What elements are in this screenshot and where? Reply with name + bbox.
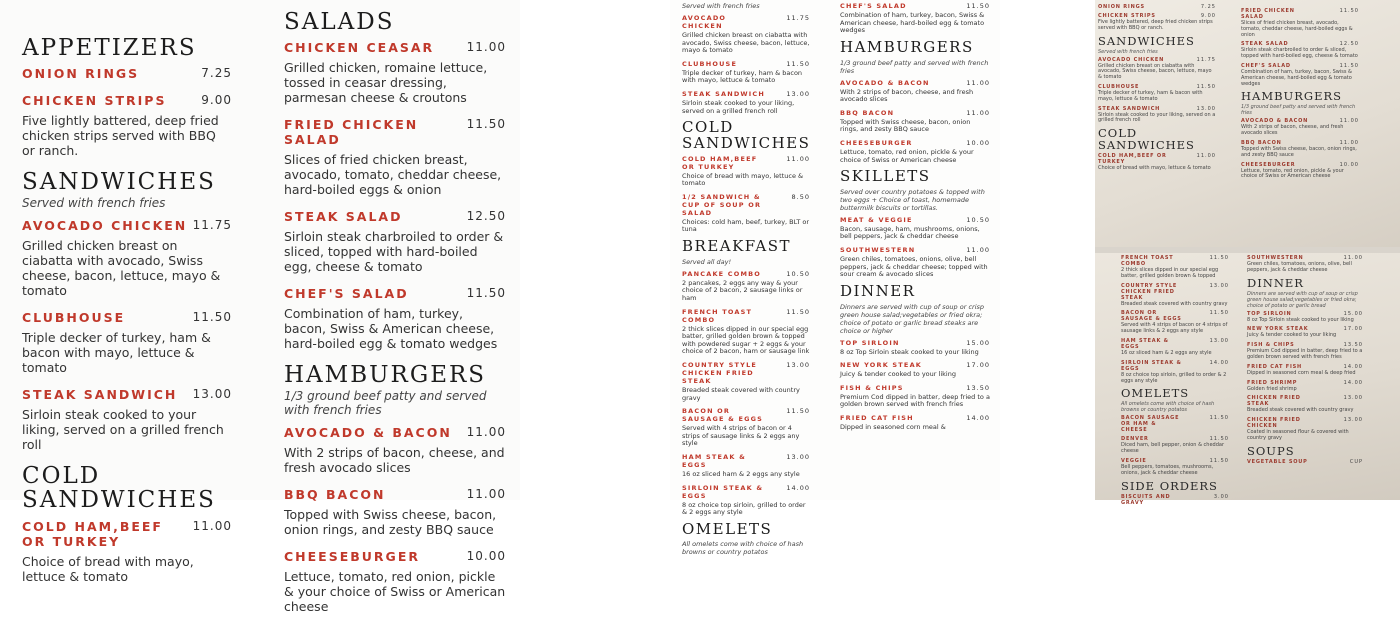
section-subtitle: All omelets come with choice of hash browns or country potatos bbox=[682, 540, 804, 557]
item-price: 13.00 bbox=[1343, 395, 1363, 402]
item-description: Dipped in seasoned corn meal & deep fried bbox=[1247, 369, 1356, 376]
item-name: CHICKEN FRIED STEAK bbox=[1247, 395, 1301, 408]
menu-item bbox=[284, 487, 506, 537]
section-title: DINNER bbox=[1247, 275, 1304, 290]
menu-item bbox=[1241, 162, 1359, 181]
item-name: FISH & CHIPS bbox=[1247, 342, 1295, 349]
item-price: 13.00 bbox=[1209, 282, 1229, 289]
item-price: 10.50 bbox=[786, 269, 810, 278]
menu-photo-top bbox=[1095, 0, 1400, 247]
item-price: 11.00 bbox=[466, 40, 506, 55]
item-name: DENVER bbox=[1121, 436, 1149, 443]
item-name: STEAK SALAD bbox=[1241, 41, 1289, 48]
item-price: 11.50 bbox=[1209, 255, 1229, 261]
item-price: 11.50 bbox=[1209, 415, 1229, 422]
menu-item bbox=[1098, 4, 1216, 10]
item-description: Combination of ham, turkey, bacon, Swiss & American cheese, hard-boiled egg & tomato wedges bbox=[284, 306, 498, 352]
menu-item bbox=[22, 519, 232, 584]
menu-item bbox=[682, 90, 810, 115]
menu-item bbox=[840, 414, 990, 432]
item-price: 13.00 bbox=[1209, 337, 1229, 344]
item-description: Green chiles, tomatoes, onions, olive, bell peppers, jack & cheddar cheese bbox=[1247, 261, 1352, 273]
menu-item bbox=[1247, 342, 1363, 361]
item-description: Premium Cod dipped in batter, deep fried to a golden brown served with french fries bbox=[1247, 348, 1363, 361]
item-description: 2 thick slices dipped in our special egg batter, grilled golden brown & topped with powdered sugar + 2 eggs & your choice of 2 bacon, ham or sausage link bbox=[682, 324, 810, 356]
menu-item bbox=[1098, 153, 1216, 172]
item-name: BISCUITS AND GRAVY bbox=[1121, 493, 1171, 506]
menu-overview-panel bbox=[670, 0, 1000, 557]
menu-item bbox=[682, 155, 810, 188]
item-name: AVOCADO CHICKEN bbox=[682, 14, 727, 30]
item-name: COLD HAM,BEEF OR TURKEY bbox=[682, 154, 758, 171]
menu-item bbox=[840, 216, 990, 241]
section-title: SIDE ORDERS bbox=[1121, 478, 1218, 493]
item-price: 11.00 bbox=[466, 425, 506, 440]
item-description: Breaded steak covered with country gravy bbox=[1121, 300, 1228, 307]
section-title: SOUPS bbox=[1247, 443, 1295, 458]
item-name: PANCAKE COMBO bbox=[682, 269, 762, 278]
item-price: 12.50 bbox=[1339, 41, 1359, 48]
item-name: BBQ BACON bbox=[284, 487, 386, 503]
item-description: Bell peppers, tomatoes, mushrooms, onions, jack & cheddar cheese bbox=[1121, 464, 1214, 476]
item-name: FRIED SHRIMP bbox=[1247, 379, 1298, 386]
item-price: 11.50 bbox=[786, 407, 810, 416]
menu-item bbox=[1247, 380, 1363, 393]
item-name: BACON OR SAUSAGE & EGGS bbox=[1121, 310, 1182, 323]
menu-column-right bbox=[1247, 255, 1363, 468]
item-price: 11.00 bbox=[466, 487, 506, 502]
menu-item bbox=[1247, 417, 1363, 442]
section-title: SKILLETS bbox=[840, 167, 931, 186]
item-name: TOP SIRLOIN bbox=[840, 338, 900, 347]
item-description: 16 oz sliced ham & 2 eggs any style bbox=[1121, 349, 1212, 356]
menu-item bbox=[284, 549, 506, 614]
item-name: CHEF'S SALAD bbox=[840, 2, 907, 10]
item-price: 13.00 bbox=[1343, 417, 1363, 424]
menu-item bbox=[682, 453, 810, 479]
item-description: Grilled chicken breast on ciabatta with avocado, Swiss cheese, bacon, lettuce, mayo & tomato bbox=[682, 31, 810, 55]
section-title: SANDWICHES bbox=[1098, 33, 1195, 48]
item-description: Served with 4 strips of bacon or 4 strips of sausage links & 2 eggs any style bbox=[1121, 322, 1228, 335]
menu-item bbox=[682, 484, 810, 517]
menu-item bbox=[682, 60, 810, 85]
item-name: SIRLOIN STEAK & EGGS bbox=[1121, 359, 1182, 372]
item-description: Choice of bread with mayo, lettuce & tomato bbox=[1098, 165, 1211, 172]
item-description: With 2 strips of bacon, cheese, and fresh avocado slices bbox=[1241, 124, 1344, 137]
item-name: CHICKEN STRIPS bbox=[1098, 13, 1156, 19]
menu-item bbox=[682, 14, 810, 55]
item-price: 14.00 bbox=[1209, 359, 1229, 366]
menu-column-right bbox=[1241, 8, 1359, 183]
item-name: CHEESEBURGER bbox=[284, 549, 420, 565]
item-price: 14.00 bbox=[1343, 363, 1363, 370]
menu-item bbox=[682, 361, 810, 402]
menu-item bbox=[22, 310, 232, 375]
item-name: ONION RINGS bbox=[1098, 4, 1145, 10]
menu-item bbox=[1241, 140, 1359, 159]
section-title: SALADS bbox=[284, 9, 395, 35]
menu-item bbox=[1121, 415, 1229, 433]
item-price: CUP bbox=[1349, 458, 1363, 465]
item-description: Sirloin steak cooked to your liking, served on a grilled french roll bbox=[682, 98, 795, 115]
item-description: Topped with Swiss cheese, bacon, onion rings, and zesty BBQ sauce bbox=[1241, 146, 1357, 158]
item-price: 11.00 bbox=[1339, 140, 1359, 147]
item-name: CLUBHOUSE bbox=[1098, 84, 1140, 91]
menu-item bbox=[1098, 57, 1216, 81]
item-name: NEW YORK STEAK bbox=[840, 361, 923, 370]
section-title: COLD SANDWICHES bbox=[22, 463, 216, 514]
item-description: 8 oz Top Sirloin steak cooked to your liking bbox=[1247, 316, 1354, 323]
menu-item bbox=[840, 2, 990, 35]
menu-item bbox=[1098, 13, 1216, 32]
item-name: CLUBHOUSE bbox=[22, 310, 126, 326]
item-name: COUNTRY STYLE CHICKEN FRIED STEAK bbox=[682, 360, 758, 385]
item-name: STEAK SALAD bbox=[284, 209, 403, 225]
item-description: Premium Cod dipped in batter, deep fried to a golden brown served with french fries bbox=[840, 392, 990, 409]
item-price: 17.00 bbox=[1343, 326, 1363, 333]
menu-item bbox=[1247, 326, 1363, 339]
section-subtitle: Served with french fries bbox=[682, 2, 760, 10]
blank-gap bbox=[1000, 0, 1095, 500]
item-description: 2 pancakes, 2 eggs any way & your choice of 2 bacon, 2 sausage links or ham bbox=[682, 278, 803, 302]
section-title: HAMBURGERS bbox=[1241, 89, 1343, 104]
menu-column-left bbox=[22, 36, 232, 596]
section-subtitle: 1/3 ground beef patty and served with french fries bbox=[840, 58, 989, 75]
menu-item bbox=[22, 93, 232, 158]
item-name: CHEESEBURGER bbox=[1241, 161, 1296, 168]
item-price: 13.50 bbox=[1343, 342, 1363, 349]
item-description: 8 oz choice top sirloin, grilled to order & 2 eggs any style bbox=[682, 500, 806, 517]
menu-item bbox=[1247, 395, 1363, 414]
blank-gap bbox=[520, 0, 670, 500]
item-name: TOP SIRLOIN bbox=[1247, 310, 1292, 317]
item-price: 13.00 bbox=[192, 387, 232, 402]
item-description: With 2 strips of bacon, cheese, and fresh avocado slices bbox=[284, 445, 505, 476]
item-price: 14.00 bbox=[966, 413, 990, 422]
item-name: SOUTHWESTERN bbox=[1247, 255, 1304, 261]
item-price: 11.75 bbox=[786, 14, 810, 22]
section-subtitle: 1/3 ground beef patty and served with french fries bbox=[1241, 104, 1356, 117]
menu-column-left bbox=[682, 2, 810, 560]
menu-item bbox=[840, 79, 990, 104]
item-price: 14.00 bbox=[786, 483, 810, 492]
item-price: 11.50 bbox=[786, 59, 810, 68]
item-price: 9.00 bbox=[201, 93, 232, 108]
item-name: CHICKEN STRIPS bbox=[22, 93, 167, 109]
item-price: 11.00 bbox=[1196, 153, 1216, 160]
menu-column-right bbox=[284, 10, 506, 626]
item-name: VEGETABLE SOUP bbox=[1247, 458, 1308, 465]
item-name: BBQ BACON bbox=[1241, 140, 1282, 147]
item-price: 14.00 bbox=[1343, 379, 1363, 386]
item-description: Slices of fried chicken breast, avocado, tomato, cheddar cheese, hard-boiled eggs & onion bbox=[284, 152, 502, 198]
item-price: 11.50 bbox=[192, 310, 232, 325]
item-description: 16 oz sliced ham & 2 eggs any style bbox=[682, 469, 800, 478]
item-name: FRENCH TOAST COMBO bbox=[682, 307, 753, 324]
item-description: 8 oz choice top sirloin, grilled to order & 2 eggs any style bbox=[1121, 371, 1227, 384]
section-subtitle: Dinners are served with cup of soup or crisp green house salad;vegetables or fried okra; choice of potato or garlic bread bbox=[1247, 290, 1358, 309]
item-name: FRENCH TOAST COMBO bbox=[1121, 255, 1174, 267]
item-name: 1/2 SANDWICH & CUP OF SOUP OR SALAD bbox=[682, 192, 762, 217]
item-price: 11.50 bbox=[1209, 310, 1229, 317]
menu-item bbox=[840, 384, 990, 409]
menu-closeup-panel bbox=[0, 0, 520, 615]
item-name: COUNTRY STYLE CHICKEN FRIED STEAK bbox=[1121, 282, 1178, 301]
item-price: 11.75 bbox=[1196, 56, 1216, 63]
item-price: 11.00 bbox=[966, 108, 990, 117]
menu-item bbox=[682, 407, 810, 448]
item-description: 2 thick slices dipped in our special egg batter, grilled golden brown & topped bbox=[1121, 267, 1219, 279]
menu-item bbox=[1247, 255, 1363, 274]
menu-item bbox=[284, 209, 506, 274]
section-title: BREAKFAST bbox=[682, 237, 792, 256]
menu-item bbox=[1121, 255, 1229, 280]
item-name: AVOCADO CHICKEN bbox=[1098, 56, 1165, 63]
item-name: FRIED CHICKEN SALAD bbox=[1241, 8, 1295, 20]
item-price: 13.50 bbox=[966, 383, 990, 392]
menu-item bbox=[1121, 310, 1229, 335]
item-price: 10.00 bbox=[1339, 161, 1359, 168]
item-description: 8 oz Top Sirloin steak cooked to your liking bbox=[840, 347, 979, 356]
item-name: AVOCADO & BACON bbox=[840, 78, 930, 87]
item-name: HAM STEAK & EGGS bbox=[682, 452, 746, 469]
item-name: BACON SAUSAGE OR HAM & CHEESE bbox=[1121, 415, 1180, 434]
item-price: 11.50 bbox=[1339, 8, 1359, 14]
item-name: AVOCADO & BACON bbox=[1241, 118, 1309, 125]
item-name: CHICKEN FRIED CHICKEN bbox=[1247, 417, 1301, 430]
item-description: Dipped in seasoned corn meal & bbox=[840, 422, 946, 431]
menu-item bbox=[1241, 63, 1359, 87]
item-name: NEW YORK STEAK bbox=[1247, 326, 1309, 333]
item-price: 3.00 bbox=[1213, 493, 1229, 500]
item-description: Grilled chicken, romaine lettuce, tossed in ceasar dressing, parmesan cheese & croutons bbox=[284, 60, 488, 106]
item-name: SOUTHWESTERN bbox=[840, 246, 916, 255]
section-title: OMELETS bbox=[1121, 386, 1190, 401]
item-description: Combination of ham, turkey, bacon, Swiss & American cheese, hard-boiled egg & tomato wedges bbox=[840, 11, 985, 35]
menu-item bbox=[1121, 458, 1229, 477]
item-description: Served with 4 strips of bacon or 4 strips of sausage links & 2 eggs any style bbox=[682, 424, 800, 448]
item-description: Choice of bread with mayo, lettuce & tomato bbox=[22, 553, 194, 584]
item-name: AVOCADO CHICKEN bbox=[22, 218, 188, 234]
item-name: ONION RINGS bbox=[22, 66, 140, 82]
menu-item bbox=[284, 40, 506, 105]
item-description: Coated in seasoned flour & covered with country gravy bbox=[1247, 429, 1349, 442]
item-description: Green chiles, tomatoes, onions, olive, bell peppers, jack & cheddar cheese; topped with sour cream & avocado slices bbox=[840, 255, 988, 279]
item-description: Lettuce, tomato, red onion, pickle & your choice of Swiss or American cheese bbox=[284, 569, 506, 615]
item-description: Triple decker of turkey, ham & bacon with mayo, lettuce & tomato bbox=[1098, 90, 1203, 102]
item-price: 12.50 bbox=[466, 209, 506, 224]
item-description: Breaded steak covered with country gravy bbox=[1247, 407, 1354, 414]
item-name: FISH & CHIPS bbox=[840, 383, 904, 392]
item-price: 11.00 bbox=[786, 154, 810, 163]
menu-item bbox=[1121, 436, 1229, 455]
item-description: Triple decker of turkey, ham & bacon with mayo, lettuce & tomato bbox=[22, 330, 211, 376]
menu-item bbox=[1241, 118, 1359, 137]
item-price: 13.00 bbox=[786, 89, 810, 98]
menu-item bbox=[840, 109, 990, 134]
section-title: COLD SANDWICHES bbox=[1098, 126, 1195, 153]
menu-item bbox=[284, 117, 506, 197]
item-description: Sirloin steak cooked to your liking, served on a grilled french roll bbox=[22, 407, 224, 453]
section-title: OMELETS bbox=[682, 519, 773, 538]
item-description: Lettuce, tomato, red onion, pickle & your choice of Swiss or American cheese bbox=[840, 147, 974, 164]
menu-item bbox=[284, 286, 506, 351]
item-name: CHEF'S SALAD bbox=[1241, 62, 1291, 69]
menu-item bbox=[1247, 364, 1363, 377]
item-price: 13.00 bbox=[786, 360, 810, 369]
section-title: HAMBURGERS bbox=[284, 362, 487, 389]
item-name: HAM STEAK & EGGS bbox=[1121, 337, 1169, 350]
item-price: 11.00 bbox=[966, 78, 990, 87]
item-name: CHEESEBURGER bbox=[840, 138, 913, 147]
menu-item bbox=[1247, 311, 1363, 324]
item-description: Breaded steak covered with country gravy bbox=[682, 385, 800, 402]
item-description: Grilled chicken breast on ciabatta with avocado, Swiss cheese, bacon, lettuce, mayo & tomato bbox=[22, 238, 221, 299]
item-price: 13.00 bbox=[786, 452, 810, 461]
item-description: Lettuce, tomato, red onion, pickle & your choice of Swiss or American cheese bbox=[1241, 167, 1344, 180]
section-title: SANDWICHES bbox=[22, 169, 216, 196]
item-price: 11.50 bbox=[1209, 458, 1229, 465]
menu-item bbox=[1241, 8, 1359, 38]
item-description: Triple decker of turkey, ham & bacon with mayo, lettuce & tomato bbox=[682, 68, 803, 85]
menu-column-right bbox=[840, 2, 990, 437]
item-description: Five lightly battered, deep fried chicken strips served with BBQ or ranch. bbox=[1098, 19, 1213, 31]
item-description: Sirloin steak cooked to your liking, served on a grilled french roll bbox=[1098, 111, 1216, 124]
menu-item bbox=[1098, 106, 1216, 125]
section-subtitle: Served over country potatoes & topped with two eggs + Choice of toast, homemade buttermilk biscuits or tortillas. bbox=[840, 187, 985, 212]
menu-item bbox=[1098, 84, 1216, 103]
item-price: 11.50 bbox=[1339, 62, 1359, 69]
menu-item bbox=[1121, 494, 1229, 506]
item-price: 11.00 bbox=[192, 518, 232, 533]
item-price: 11.50 bbox=[1196, 84, 1216, 91]
menu-item bbox=[1121, 283, 1229, 308]
menu-photo-bottom bbox=[1095, 253, 1400, 506]
menu-photos-panel bbox=[1095, 0, 1400, 506]
menu-item bbox=[682, 193, 810, 234]
menu-item bbox=[840, 361, 990, 379]
item-name: STEAK SANDWICH bbox=[682, 89, 766, 98]
section-title: HAMBURGERS bbox=[840, 37, 974, 56]
menu-item bbox=[840, 246, 990, 279]
menu-item bbox=[840, 139, 990, 164]
menu-item bbox=[1121, 338, 1229, 357]
menu-item bbox=[1121, 360, 1229, 385]
item-name: BBQ BACON bbox=[840, 108, 895, 117]
menu-item bbox=[682, 270, 810, 303]
section-subtitle: Served with french fries bbox=[1098, 48, 1158, 55]
item-name: AVOCADO & BACON bbox=[284, 425, 452, 441]
item-description: Juicy & tender cooked to your liking bbox=[1247, 332, 1337, 339]
menu-item bbox=[22, 218, 232, 298]
item-price: 11.50 bbox=[466, 117, 506, 132]
item-name: STEAK SANDWICH bbox=[1098, 105, 1161, 112]
item-name: FRIED CAT FISH bbox=[1247, 363, 1302, 370]
item-description: With 2 strips of bacon, cheese, and fresh avocado slices bbox=[840, 87, 974, 104]
item-price: 10.00 bbox=[466, 549, 506, 564]
item-price: 10.00 bbox=[966, 138, 990, 147]
item-description: Choices: cold ham, beef, turkey, BLT or tuna bbox=[682, 217, 810, 234]
section-subtitle: All omelets come with choice of hash browns or country potatos bbox=[1121, 401, 1215, 414]
item-price: 15.00 bbox=[1343, 310, 1363, 317]
item-description: Sirloin steak charbroiled to order & sliced, topped with hard-boiled egg, cheese & tomato bbox=[1241, 47, 1358, 60]
menu-item bbox=[1241, 41, 1359, 60]
item-description: Five lightly battered, deep fried chicken strips served with BBQ or ranch. bbox=[22, 113, 219, 159]
menu-item bbox=[682, 308, 810, 356]
item-description: Slices of fried chicken breast, avocado, tomato, cheddar cheese, hard-boiled eggs & onion bbox=[1241, 20, 1353, 38]
item-description: Grilled chicken breast on ciabatta with avocado, Swiss cheese, bacon, lettuce, mayo & tomato bbox=[1098, 62, 1212, 81]
item-name: STEAK SANDWICH bbox=[22, 387, 178, 403]
item-price: 11.00 bbox=[966, 246, 990, 255]
item-description: Combination of ham, turkey, bacon, Swiss & American cheese, hard-boiled egg & tomato wedges bbox=[1241, 68, 1352, 87]
item-description: Topped with Swiss cheese, bacon, onion rings, and zesty BBQ sauce bbox=[840, 117, 971, 134]
item-name: CHICKEN CEASAR bbox=[284, 40, 435, 56]
item-name: BACON OR SAUSAGE & EGGS bbox=[682, 407, 764, 424]
item-description: Golden fried shrimp bbox=[1247, 385, 1297, 392]
item-name: MEAT & VEGGIE bbox=[840, 215, 913, 224]
item-price: 11.50 bbox=[1209, 436, 1229, 443]
menu-item bbox=[1247, 459, 1363, 465]
item-name: CLUBHOUSE bbox=[682, 59, 738, 68]
item-price: 9.00 bbox=[1200, 13, 1216, 19]
menu-item bbox=[284, 425, 506, 475]
item-name: COLD HAM,BEEF OR TURKEY bbox=[22, 518, 163, 549]
item-price: 7.25 bbox=[201, 66, 232, 81]
item-price: 11.50 bbox=[466, 286, 506, 301]
item-price: 13.00 bbox=[1196, 105, 1216, 112]
menu-item bbox=[840, 339, 990, 357]
item-description: Diced ham, bell pepper, onion & cheddar cheese bbox=[1121, 442, 1225, 455]
item-price: 7.25 bbox=[1200, 4, 1216, 10]
item-description: Sirloin steak charbroiled to order & sliced, topped with hard-boiled egg, cheese & tomato bbox=[284, 229, 504, 275]
item-price: 15.00 bbox=[966, 338, 990, 347]
item-price: 11.50 bbox=[966, 2, 990, 10]
menu-column-left bbox=[1098, 4, 1216, 175]
section-subtitle: Served with french fries bbox=[22, 196, 166, 211]
section-subtitle: Served all day! bbox=[682, 257, 732, 266]
item-name: FRIED CHICKEN SALAD bbox=[284, 117, 419, 148]
item-name: VEGGIE bbox=[1121, 458, 1147, 465]
item-price: 10.50 bbox=[966, 215, 990, 224]
item-name: FRIED CAT FISH bbox=[840, 413, 914, 422]
item-description: Topped with Swiss cheese, bacon, onion rings, and zesty BBQ sauce bbox=[284, 507, 497, 538]
section-title: DINNER bbox=[840, 281, 916, 300]
menu-item bbox=[22, 387, 232, 452]
item-price: 11.75 bbox=[192, 218, 232, 233]
item-price: 8.50 bbox=[791, 192, 810, 201]
section-subtitle: Dinners are served with cup of soup or crisp green house salad;vegetables or fried okra; choice of potato or garlic bread steaks are choice or higher bbox=[840, 302, 985, 335]
item-price: 17.00 bbox=[966, 361, 990, 370]
item-description: Choice of bread with mayo, lettuce & tomato bbox=[682, 171, 804, 188]
section-subtitle: 1/3 ground beef patty and served with french fries bbox=[284, 389, 487, 418]
item-price: 11.00 bbox=[1343, 255, 1363, 261]
menu-column-left bbox=[1121, 255, 1229, 509]
item-name: SIRLOIN STEAK & EGGS bbox=[682, 483, 764, 500]
item-description: Bacon, sausage, ham, mushrooms, onions, bell peppers, jack & cheddar cheese bbox=[840, 224, 980, 241]
section-title: APPETIZERS bbox=[22, 35, 197, 61]
item-price: 11.50 bbox=[786, 307, 810, 316]
item-name: CHEF'S SALAD bbox=[284, 286, 409, 302]
section-title: COLD SANDWICHES bbox=[682, 118, 811, 152]
item-description: Juicy & tender cooked to your liking bbox=[840, 370, 956, 379]
menu-item bbox=[22, 66, 232, 81]
item-price: 11.00 bbox=[1339, 118, 1359, 125]
item-name: COLD HAM,BEEF OR TURKEY bbox=[1098, 153, 1167, 166]
